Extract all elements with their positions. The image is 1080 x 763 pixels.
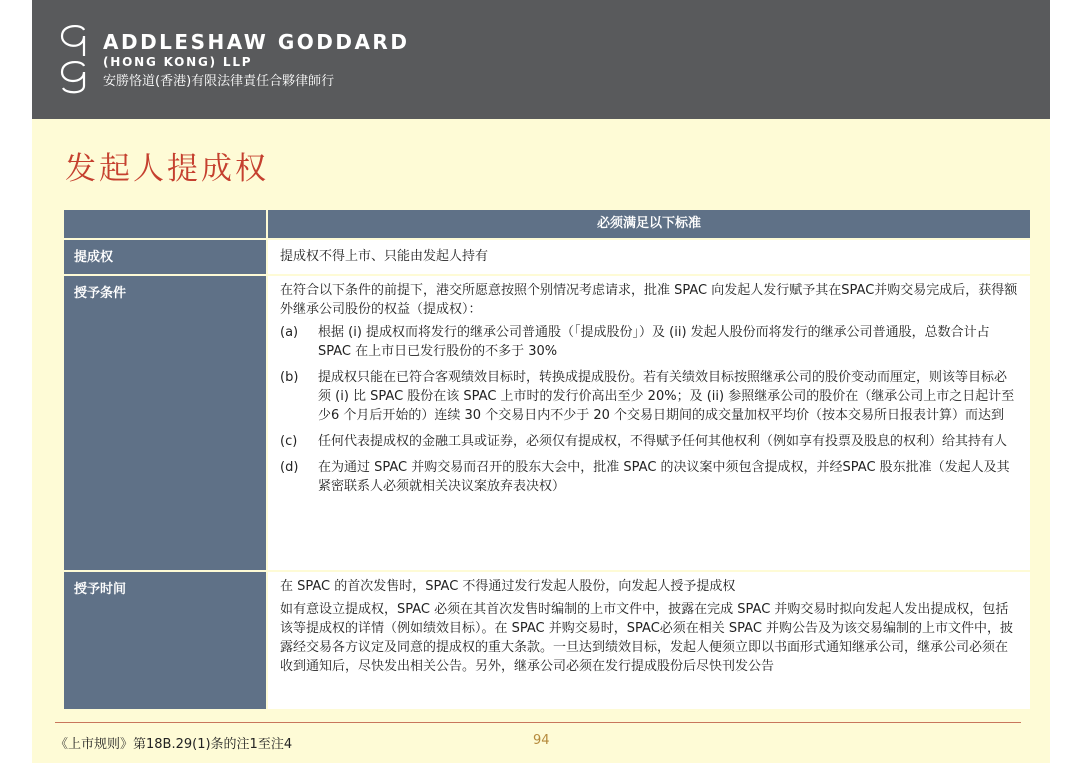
footer-source: 《上市规则》第18B.29(1)条的注1至注4 (55, 737, 293, 752)
condition-key: (d) (280, 460, 299, 475)
slide (32, 0, 1050, 763)
condition-key: (c) (280, 434, 298, 449)
row-label-conditions: 授予条件 (64, 276, 266, 570)
condition-item (280, 368, 1018, 425)
row-value-conditions (268, 276, 1030, 570)
firm-name: ADDLESHAW GODDARD (103, 30, 410, 54)
firm-subtitle: (HONG KONG) LLP (103, 55, 253, 69)
condition-text: 任何代表提成权的金融工具或证券，必须仅有提成权，不得赋予任何其他权利（例如享有投票及股息的权利）给其持有人 (318, 434, 1008, 449)
footer-divider (55, 722, 1021, 723)
condition-key: (b) (280, 370, 299, 385)
condition-item (280, 323, 1018, 361)
row-label-timing: 授予时间 (64, 572, 266, 709)
condition-item (280, 432, 1018, 451)
table-header: 必须满足以下标准 (268, 210, 1030, 238)
page-number: 94 (533, 733, 550, 748)
criteria-table (64, 210, 1030, 709)
condition-text: 在为通过 SPAC 并购交易而召开的股东大会中，批准 SPAC 的决议案中须包含提成权，并经SPAC 股东批准（发起人及其紧密联系人必须就相关决议案放弃表决权） (318, 460, 1010, 494)
condition-item (280, 458, 1018, 496)
page-title: 发起人提成权 (65, 151, 269, 187)
row-value-rights: 提成权不得上市、只能由发起人持有 (268, 240, 1030, 274)
conditions-intro: 在符合以下条件的前提下，港交所愿意按照个别情况考虑请求，批准 SPAC 向发起人发行赋予其在SPAC并购交易完成后，获得额外继承公司股份的权益（提成权）： (280, 283, 1018, 317)
firm-chinese-name: 安勝恪道(香港)有限法律責任合夥律師行 (103, 74, 335, 89)
condition-text: 提成权只能在已符合客观绩效目标时，转换成提成股份。若有关绩效目标按照继承公司的股价变动而厘定，则该等目标必须 (i) 比 SPAC 股份在该 SPAC 上市时的发行价高出至少 20%；及 (ii) 参照继承公司的股价在（继承公司上市之日起计至少6 个月后开始的）连续 30 个交易日内不少于 20 个交易日期间的成交量加权平均价（按本交易所日报表计算）而达到 (318, 370, 1015, 423)
condition-text: 根据 (i) 提成权而将发行的继承公司普通股（「提成股份」）及 (ii) 发起人股份而将发行的继承公司普通股，总数合计占 SPAC 在上市日已发行股份的不多于 30% (318, 325, 990, 359)
timing-para-2: 如有意设立提成权，SPAC 必须在其首次发售时编制的上市文件中，披露在完成 SPAC 并购交易时拟向发起人发出提成权，包括该等提成权的详情（例如绩效目标）。在 SPAC 并购交易时，SPAC必须在相关 SPAC 并购公告及为该交易编制的上市文件中，披露经交易各方议定及同意的提成权的重大条款。一旦达到绩效目标，发起人便须立即以书面形式通知继承公司，继承公司必须在收到通知后，尽快发出相关公告。另外，继承公司必须在发行提成股份后尽快刊发公告 (280, 602, 1014, 674)
condition-key: (a) (280, 325, 299, 340)
timing-para-1: 在 SPAC 的首次发售时，SPAC 不得通过发行发起人股份，向发起人授予提成权 (280, 579, 736, 594)
table-header-blank (64, 210, 266, 238)
row-value-timing (268, 572, 1030, 709)
row-label-rights: 提成权 (64, 240, 266, 274)
header-bar (32, 0, 1050, 119)
ag-logo-icon (58, 22, 88, 94)
